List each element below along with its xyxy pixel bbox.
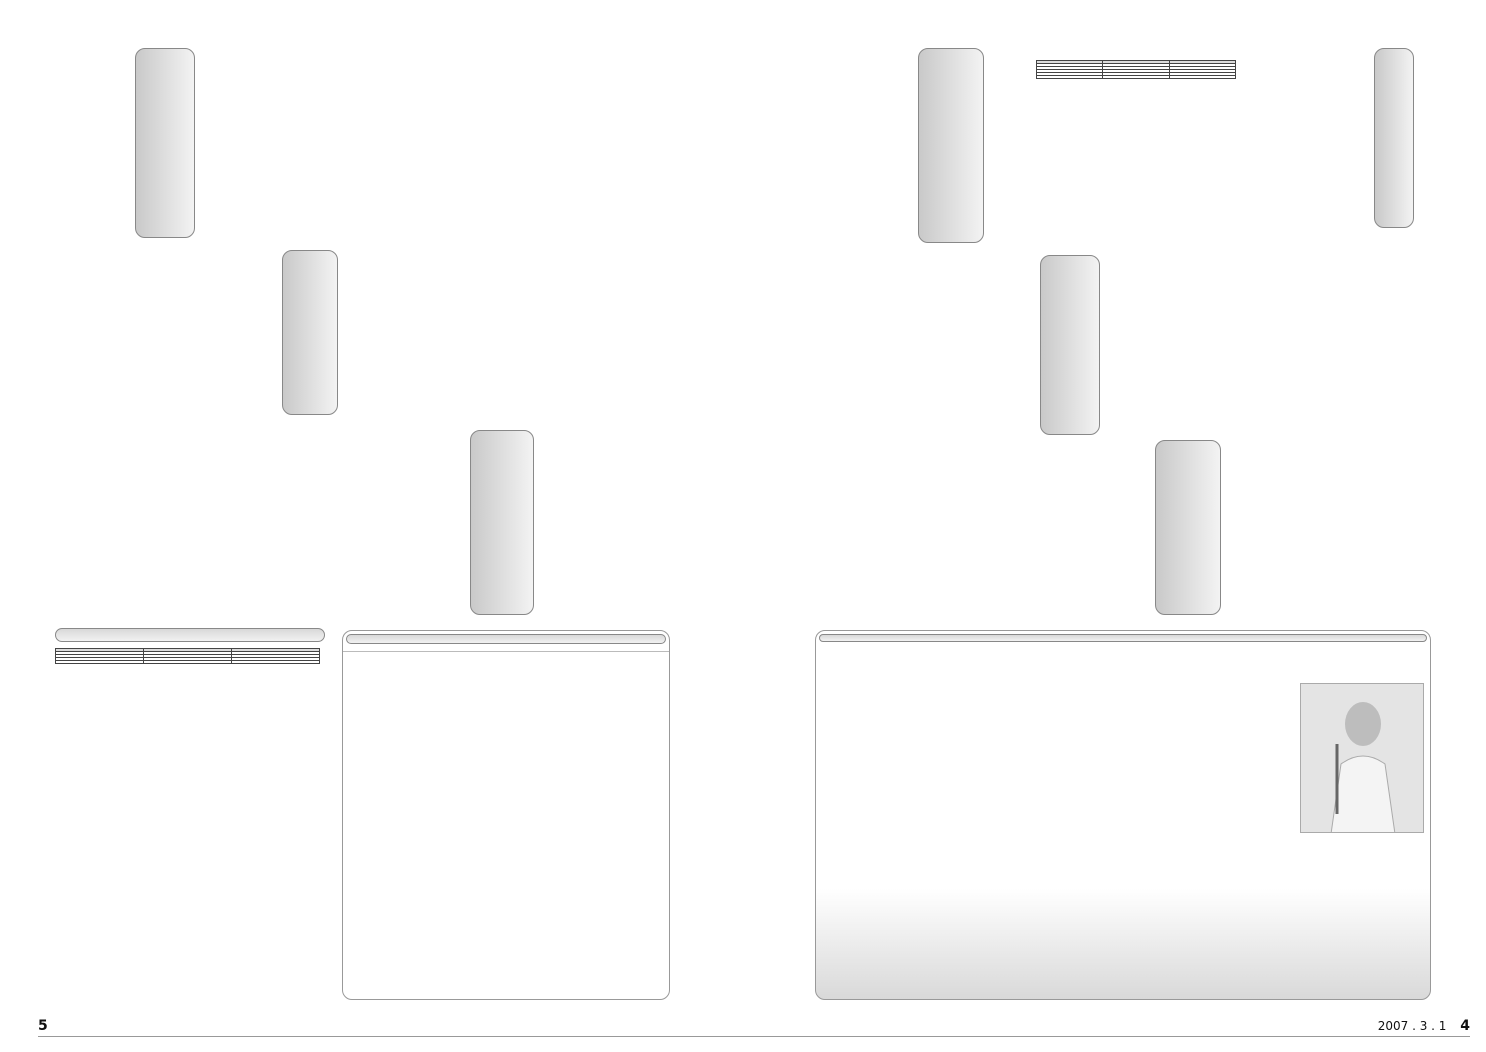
quake-box-header	[346, 634, 666, 644]
kominkan-text	[55, 55, 130, 235]
senkyo-heading	[470, 430, 534, 615]
table-row	[56, 661, 320, 664]
temp-staff-heading	[918, 48, 984, 243]
right-page-date: 2007 . 3 . 1	[1377, 1019, 1447, 1033]
temp-staff-continued	[1000, 60, 1030, 260]
blood-donation-heading	[1374, 48, 1414, 228]
footer-rule	[38, 1036, 1470, 1037]
kominkan-heading	[135, 48, 195, 238]
page-footer-left	[38, 1018, 498, 1034]
scholarship-heading	[1155, 440, 1221, 615]
midori-heading	[282, 250, 338, 415]
midori-text	[340, 250, 675, 420]
scholarship-text	[818, 440, 1148, 620]
musical-left-column	[824, 683, 1129, 691]
left-page-number: 5	[38, 1018, 48, 1034]
school-box	[55, 628, 325, 998]
kominkan-continued	[55, 250, 280, 430]
school-box-title	[55, 628, 325, 642]
musical-box	[815, 630, 1431, 1000]
quake-box	[342, 630, 670, 1000]
school-loan-text	[230, 55, 675, 235]
school-table	[55, 648, 320, 664]
musical-bottom-right	[1134, 833, 1426, 835]
blood-donation-text	[1244, 60, 1364, 410]
car-text	[818, 255, 1033, 430]
musical-photo	[1300, 683, 1424, 833]
performer-photo	[1301, 684, 1424, 833]
blood-schedule	[1036, 60, 1236, 79]
midori-continued	[55, 440, 475, 620]
page-footer-right	[1360, 1018, 1470, 1034]
senkyo-text	[540, 430, 675, 610]
right-page-number: 4	[1460, 1018, 1470, 1034]
musical-header	[819, 634, 1427, 642]
table-row	[1037, 76, 1236, 79]
car-heading	[1040, 255, 1100, 435]
blood-schedule-table	[1036, 60, 1236, 79]
quake-contact	[343, 651, 669, 656]
